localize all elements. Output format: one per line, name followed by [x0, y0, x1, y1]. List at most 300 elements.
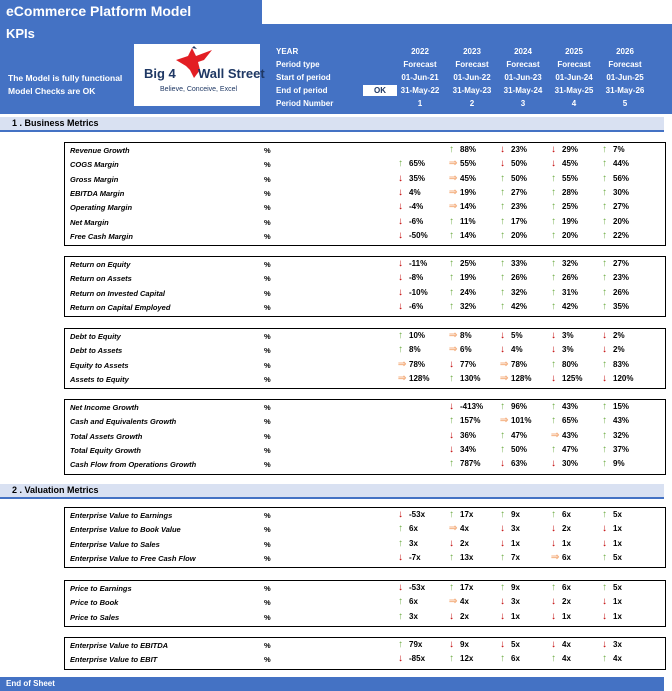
metric-value-cell: [398, 331, 448, 340]
metric-value-cell: [398, 539, 448, 548]
metric-value: -11%: [409, 259, 428, 268]
metric-label: Return on Capital Employed: [70, 302, 171, 312]
metric-value: 35%: [409, 173, 426, 183]
metric-value-cell: [602, 445, 652, 454]
metric-value-cell: [449, 459, 499, 468]
metric-value-cell: [398, 612, 448, 621]
metric-value-cell: [602, 174, 652, 183]
metric-value: 9x: [511, 583, 520, 592]
metric-label: Enterprise Value to Earnings: [70, 511, 173, 520]
metric-value-cell: [500, 402, 550, 411]
arrow-up-icon: ↑: [500, 653, 505, 665]
arrow-down-icon: ↓: [500, 158, 505, 170]
metric-value-cell: [551, 288, 601, 297]
metric-value: 4%: [511, 345, 523, 355]
metric-value-cell: [551, 159, 601, 168]
metric-value-cell: [602, 273, 652, 282]
model-check-ok-badge: OK: [363, 85, 397, 96]
period-type-cell: Forecast: [403, 60, 437, 69]
metric-label: Cash and Equivalents Growth: [70, 417, 177, 427]
metric-value: 6x: [511, 654, 520, 664]
period-start-cell: 01-Jun-25: [606, 73, 644, 82]
metric-value-cell: [449, 273, 499, 282]
metric-value-cell: [602, 331, 652, 340]
arrow-up-icon: ↑: [500, 286, 505, 298]
metric-value: 9x: [460, 640, 469, 649]
metric-value: 10%: [409, 331, 426, 340]
arrow-down-icon: ↓: [500, 458, 505, 470]
metric-value-cell: [551, 640, 601, 649]
arrow-up-icon: ↑: [449, 286, 454, 298]
metric-label: Return on Assets: [70, 274, 132, 284]
metric-value-cell: [551, 583, 601, 592]
arrow-down-icon: ↓: [500, 144, 505, 155]
section-header: [0, 484, 664, 499]
arrow-up-icon: ↑: [602, 582, 607, 593]
metric-value-cell: [398, 273, 448, 282]
metric-value: 125%: [562, 373, 583, 383]
metric-value: 37%: [613, 444, 630, 454]
metric-unit: %: [264, 160, 271, 170]
metric-value: 32%: [613, 430, 630, 440]
metric-unit: %: [264, 374, 271, 384]
metric-value-cell: [602, 553, 652, 562]
metric-value: 7%: [613, 145, 625, 154]
metric-value-cell: [500, 374, 550, 383]
metric-value-cell: [398, 345, 448, 354]
metric-label: Price to Earnings: [70, 584, 132, 593]
metric-value: 17x: [460, 510, 474, 519]
metric-value-cell: [500, 331, 550, 340]
metric-value: -7x: [409, 552, 421, 562]
metric-value: 17x: [460, 583, 474, 592]
metric-label: Enterprise Value to EBITDA: [70, 641, 169, 650]
arrow-up-icon: ↑: [449, 272, 454, 284]
model-status-text: The Model is fully functional: [8, 73, 123, 83]
metric-value-cell: [500, 288, 550, 297]
metric-value-cell: [500, 553, 550, 562]
metric-value-cell: [398, 583, 448, 592]
arrow-down-icon: ↓: [398, 300, 403, 312]
metric-value-cell: [551, 145, 601, 154]
metric-value-cell: [500, 654, 550, 663]
metric-value-cell: [398, 640, 448, 649]
period-type-row-label: Period type: [276, 60, 320, 69]
metric-value-cell: [449, 597, 499, 606]
metric-label: Enterprise Value to Free Cash Flow: [70, 553, 196, 563]
arrow-up-icon: ↑: [602, 286, 607, 298]
arrow-up-icon: ↑: [551, 401, 556, 412]
metric-value-cell: [602, 402, 652, 411]
arrow-up-icon: ↑: [602, 272, 607, 284]
arrow-up-icon: ↑: [602, 443, 607, 455]
arrow-down-icon: ↓: [398, 653, 403, 665]
section-title: 2 . Valuation Metrics: [12, 485, 99, 495]
metric-value-cell: [398, 302, 448, 311]
metric-value: -6%: [409, 216, 424, 226]
end-of-sheet-label: End of Sheet: [6, 679, 55, 688]
metric-value: 19%: [460, 273, 477, 283]
metric-value-cell: [449, 640, 499, 649]
metric-value: -50%: [409, 230, 428, 240]
metric-label: Debt to Assets: [70, 346, 123, 356]
metric-label: Total Equity Growth: [70, 445, 141, 455]
arrow-up-icon: ↑: [602, 258, 607, 269]
arrow-right-icon: ⇒: [449, 172, 458, 184]
metric-value: 5x: [613, 552, 622, 562]
period-year-cell: 2026: [616, 47, 634, 56]
arrow-up-icon: ↑: [449, 215, 454, 227]
arrow-down-icon: ↓: [602, 372, 607, 384]
metric-value: 30%: [613, 187, 630, 197]
metric-value-cell: [449, 539, 499, 548]
arrow-right-icon: ⇒: [551, 429, 560, 441]
arrow-down-icon: ↓: [551, 596, 556, 608]
period-number-cell: 4: [571, 99, 577, 108]
arrow-up-icon: ↑: [449, 458, 454, 470]
metric-unit: %: [264, 203, 271, 213]
metric-value: 26%: [562, 273, 579, 283]
metric-unit: %: [264, 274, 271, 284]
metric-value: 35%: [613, 301, 630, 311]
metric-value-cell: [449, 583, 499, 592]
metric-value-cell: [449, 202, 499, 211]
metric-value: 22%: [613, 230, 630, 240]
arrow-up-icon: ↑: [551, 186, 556, 198]
metric-value: 5x: [511, 640, 520, 649]
metric-value-cell: [551, 345, 601, 354]
metric-value-cell: [602, 612, 652, 621]
metric-value-cell: [398, 259, 448, 268]
metric-value-cell: [500, 202, 550, 211]
metric-unit: %: [264, 598, 271, 608]
metric-value-cell: [500, 302, 550, 311]
arrow-up-icon: ↑: [551, 201, 556, 213]
metric-value: 1x: [562, 611, 571, 621]
metric-value-cell: [500, 416, 550, 425]
metric-value: 43%: [562, 402, 579, 411]
metric-unit: %: [264, 612, 271, 622]
metric-value-cell: [449, 612, 499, 621]
arrow-down-icon: ↓: [551, 372, 556, 384]
period-type-cell: Forecast: [455, 60, 489, 69]
metric-value-cell: [449, 445, 499, 454]
arrow-right-icon: ⇒: [449, 186, 458, 198]
arrow-up-icon: ↑: [500, 258, 505, 269]
arrow-down-icon: ↓: [551, 610, 556, 622]
metric-value-cell: [500, 273, 550, 282]
arrow-up-icon: ↑: [449, 415, 454, 427]
metric-value: 63%: [511, 459, 528, 469]
arrow-right-icon: ⇒: [449, 523, 458, 535]
arrow-down-icon: ↓: [449, 429, 454, 441]
period-end-cell: 31-May-25: [554, 86, 594, 95]
arrow-right-icon: ⇒: [398, 358, 407, 370]
metric-value-cell: [602, 597, 652, 606]
metric-value-cell: [602, 159, 652, 168]
metric-value-cell: [449, 159, 499, 168]
metric-value-cell: [449, 374, 499, 383]
period-end-cell: 31-May-22: [400, 86, 440, 95]
metric-value-cell: [551, 174, 601, 183]
metric-value: 27%: [511, 187, 528, 197]
arrow-up-icon: ↑: [500, 201, 505, 213]
arrow-up-icon: ↑: [602, 300, 607, 312]
arrow-down-icon: ↓: [602, 344, 607, 356]
arrow-down-icon: ↓: [500, 523, 505, 535]
metric-value: 3x: [613, 640, 622, 649]
metric-value-cell: [551, 273, 601, 282]
metric-value-cell: [602, 360, 652, 369]
metric-value-cell: [602, 640, 652, 649]
metric-label: Price to Book: [70, 598, 119, 608]
period-end-cell: 31-May-24: [503, 86, 543, 95]
metric-value: 78%: [511, 359, 528, 369]
metric-value: 28%: [562, 187, 579, 197]
arrow-up-icon: ↑: [398, 158, 403, 170]
metric-value-cell: [398, 597, 448, 606]
metric-value-cell: [602, 231, 652, 240]
metric-value-cell: [500, 231, 550, 240]
metric-value-cell: [398, 510, 448, 519]
metric-unit: %: [264, 302, 271, 312]
metric-value-cell: [500, 145, 550, 154]
metric-value: -53x: [409, 510, 426, 519]
metric-label: Net Margin: [70, 217, 109, 227]
arrow-up-icon: ↑: [398, 610, 403, 622]
arrow-right-icon: ⇒: [500, 358, 509, 370]
metric-value: 5x: [613, 583, 622, 592]
arrow-up-icon: ↑: [602, 509, 607, 520]
metric-label: Enterprise Value to EBIT: [70, 655, 158, 665]
arrow-up-icon: ↑: [398, 330, 403, 341]
metric-value: 5%: [511, 331, 523, 340]
metric-value: -413%: [460, 402, 484, 411]
period-number-row-label: Period Number: [276, 99, 334, 108]
metric-value: 8%: [409, 345, 421, 355]
arrow-down-icon: ↓: [602, 610, 607, 622]
arrow-right-icon: ⇒: [449, 596, 458, 608]
metric-value: 2x: [460, 538, 469, 548]
arrow-down-icon: ↓: [398, 229, 403, 241]
metric-value: 31%: [562, 287, 579, 297]
period-number-cell: 2: [469, 99, 475, 108]
arrow-down-icon: ↓: [602, 639, 607, 650]
metric-value: 101%: [511, 416, 532, 426]
metric-value-cell: [602, 288, 652, 297]
arrow-down-icon: ↓: [449, 537, 454, 549]
logo-brand-right: Wall Street: [198, 66, 265, 81]
metric-value: 6x: [562, 552, 571, 562]
period-start-cell: 01-Jun-23: [504, 73, 542, 82]
metric-label: Gross Margin: [70, 174, 119, 184]
metric-value: 11%: [460, 216, 476, 226]
metric-value: 32%: [460, 301, 477, 311]
metric-value: 50%: [511, 173, 528, 183]
metric-value-cell: [602, 374, 652, 383]
metric-value: 130%: [460, 373, 481, 383]
metric-label: Equity to Assets: [70, 360, 129, 370]
metric-label: Return on Equity: [70, 260, 131, 269]
metric-unit: %: [264, 584, 271, 593]
metric-value-cell: [551, 431, 601, 440]
metric-value: 3x: [409, 611, 418, 621]
period-type-cell: Forecast: [557, 60, 591, 69]
metric-value: 33%: [511, 259, 528, 268]
metric-value: 83%: [613, 359, 630, 369]
arrow-up-icon: ↑: [551, 415, 556, 427]
metric-value: 65%: [562, 416, 579, 426]
metric-value-cell: [398, 159, 448, 168]
metric-value-cell: [551, 374, 601, 383]
metric-unit: %: [264, 417, 271, 427]
metric-value-cell: [449, 217, 499, 226]
arrow-down-icon: ↓: [551, 639, 556, 650]
arrow-up-icon: ↑: [500, 229, 505, 241]
metric-unit: %: [264, 174, 271, 184]
metric-value: 65%: [409, 159, 426, 169]
metric-value: 8%: [460, 331, 472, 340]
arrow-up-icon: ↑: [449, 551, 454, 563]
metric-unit: %: [264, 403, 271, 412]
arrow-right-icon: ⇒: [551, 551, 560, 563]
metric-value-cell: [602, 259, 652, 268]
arrow-up-icon: ↑: [449, 300, 454, 312]
metric-value-cell: [602, 654, 652, 663]
metric-value: 4%: [409, 187, 421, 197]
arrow-down-icon: ↓: [551, 458, 556, 470]
metric-unit: %: [264, 332, 271, 341]
end-period-row-label: End of period: [276, 86, 328, 95]
metric-label: Total Assets Growth: [70, 431, 143, 441]
arrow-up-icon: ↑: [551, 229, 556, 241]
metric-value-cell: [602, 345, 652, 354]
metric-value-cell: [500, 445, 550, 454]
metric-value-cell: [602, 188, 652, 197]
period-type-cell: Forecast: [608, 60, 642, 69]
arrow-right-icon: ⇒: [449, 344, 458, 356]
metric-value-cell: [551, 553, 601, 562]
arrow-up-icon: ↑: [551, 653, 556, 665]
metric-value: 14%: [460, 202, 477, 212]
metric-value-cell: [398, 374, 448, 383]
logo-tagline: Believe, Conceive, Excel: [160, 86, 238, 93]
metric-value: 17%: [511, 216, 528, 226]
period-start-cell: 01-Jun-21: [401, 73, 439, 82]
metric-value-cell: [398, 524, 448, 533]
metric-unit: %: [264, 360, 271, 370]
metric-value: 9%: [613, 459, 625, 469]
arrow-up-icon: ↑: [398, 596, 403, 608]
arrow-up-icon: ↑: [449, 144, 454, 155]
metric-value: 2x: [562, 597, 571, 607]
page-title: KPIs: [6, 26, 35, 41]
metric-value-cell: [449, 416, 499, 425]
metric-value: 2%: [613, 331, 625, 340]
metric-value: 47%: [562, 444, 579, 454]
arrow-up-icon: ↑: [551, 272, 556, 284]
metric-value: 26%: [613, 287, 630, 297]
metric-value: 120%: [613, 373, 634, 383]
metric-value-cell: [449, 553, 499, 562]
metric-unit: %: [264, 511, 271, 520]
arrow-right-icon: ⇒: [449, 158, 458, 170]
arrow-up-icon: ↑: [500, 509, 505, 520]
period-start-cell: 01-Jun-22: [453, 73, 491, 82]
metric-value: 2x: [460, 611, 469, 621]
metric-label: Return on Invested Capital: [70, 288, 166, 298]
arrow-up-icon: ↑: [602, 358, 607, 370]
metric-label: Price to Sales: [70, 612, 120, 622]
arrow-up-icon: ↑: [500, 172, 505, 184]
metric-unit: %: [264, 188, 271, 198]
arrow-up-icon: ↑: [551, 582, 556, 593]
arrow-up-icon: ↑: [602, 551, 607, 563]
metric-unit: %: [264, 641, 271, 650]
metric-value-cell: [398, 188, 448, 197]
metric-value: 27%: [613, 202, 630, 212]
metric-value-cell: [500, 188, 550, 197]
metric-value: 47%: [511, 430, 528, 440]
metric-value: 15%: [613, 402, 630, 411]
metric-value-cell: [398, 202, 448, 211]
arrow-up-icon: ↑: [449, 509, 454, 520]
metric-value-cell: [449, 431, 499, 440]
arrow-up-icon: ↑: [500, 429, 505, 441]
arrow-up-icon: ↑: [551, 215, 556, 227]
arrow-right-icon: ⇒: [500, 372, 509, 384]
metric-value: 128%: [511, 373, 532, 383]
end-of-sheet-bar: [0, 677, 664, 691]
arrow-down-icon: ↓: [398, 215, 403, 227]
metric-value: 45%: [562, 159, 579, 169]
metric-value-cell: [551, 539, 601, 548]
metric-value-cell: [449, 510, 499, 519]
metric-value-cell: [602, 539, 652, 548]
metric-value-cell: [500, 612, 550, 621]
metric-value: 32%: [562, 259, 579, 268]
metric-value-cell: [551, 612, 601, 621]
metric-label: EBITDA Margin: [70, 188, 125, 198]
arrow-right-icon: ⇒: [449, 201, 458, 213]
metric-value-cell: [500, 345, 550, 354]
metric-value: 6x: [409, 524, 418, 534]
metric-value-cell: [551, 597, 601, 606]
arrow-up-icon: ↑: [551, 300, 556, 312]
period-end-cell: 31-May-26: [605, 86, 645, 95]
arrow-up-icon: ↑: [449, 372, 454, 384]
metric-value: 13x: [460, 552, 474, 562]
section-title: 1 . Business Metrics: [12, 118, 99, 128]
arrow-down-icon: ↓: [500, 610, 505, 622]
metric-value: 42%: [511, 301, 528, 311]
metric-value-cell: [449, 402, 499, 411]
metric-value-cell: [449, 331, 499, 340]
metric-value: -53x: [409, 583, 426, 592]
metric-value-cell: [602, 583, 652, 592]
metric-value-cell: [449, 345, 499, 354]
arrow-down-icon: ↓: [551, 344, 556, 356]
metric-value-cell: [602, 510, 652, 519]
metric-value: 78%: [409, 359, 426, 369]
metric-value-cell: [500, 597, 550, 606]
metric-label: Enterprise Value to Sales: [70, 539, 160, 549]
metric-value: 3%: [562, 345, 574, 355]
period-type-cell: Forecast: [506, 60, 540, 69]
arrow-up-icon: ↑: [551, 509, 556, 520]
metric-value: 6x: [562, 510, 571, 519]
arrow-down-icon: ↓: [449, 443, 454, 455]
